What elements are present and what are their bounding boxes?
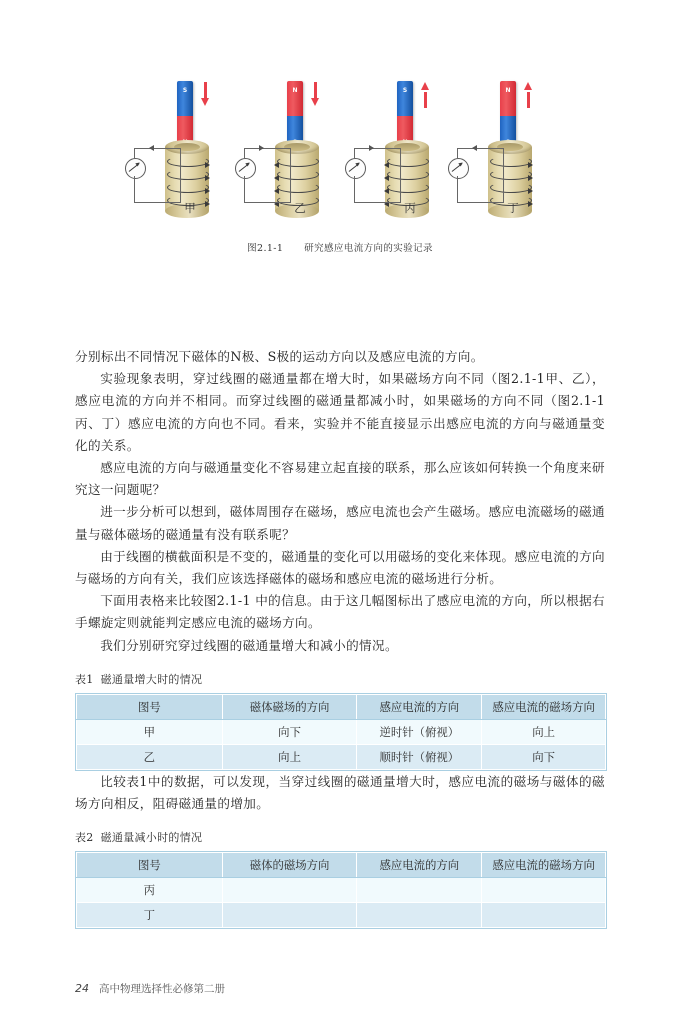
table2-header-cell: 感应电流的磁场方向 xyxy=(482,853,606,878)
table1-cell: 乙 xyxy=(77,744,223,769)
table1-title xyxy=(75,671,605,687)
experiment-ding xyxy=(448,78,578,228)
galvanometer xyxy=(235,158,256,179)
table2-cell-blank[interactable] xyxy=(482,878,606,903)
table-header-row xyxy=(77,694,606,719)
table2-cell-blank[interactable] xyxy=(357,903,482,928)
current-arrow-icon xyxy=(205,162,210,168)
current-arrow-icon xyxy=(205,188,210,194)
current-arrow-icon xyxy=(528,175,533,181)
table2-cell-blank[interactable] xyxy=(482,903,606,928)
table2-caption: 磁通量减小时的情况 xyxy=(100,831,203,845)
magnet-pole-top: N xyxy=(505,87,511,94)
table1-cell: 向上 xyxy=(222,744,357,769)
table1-header-cell: 图号 xyxy=(77,694,223,719)
experiment-label: 乙 xyxy=(294,201,306,215)
paragraph-4: 进一步分析可以想到，磁体周围存在磁场，感应电流也会产生磁场。感应电流磁场的磁通量与磁体磁场的磁通量有没有联系呢？ xyxy=(75,504,605,542)
galvanometer xyxy=(448,158,469,179)
figure-caption xyxy=(0,240,680,254)
figure-2-1-1 xyxy=(0,78,680,228)
wire-current-arrow-icon xyxy=(369,145,374,151)
table2-header-cell: 图号 xyxy=(77,853,223,878)
table-header-row xyxy=(77,853,606,878)
table1-cell: 甲 xyxy=(77,719,223,744)
table2-number: 表2 xyxy=(75,831,94,845)
table2-title xyxy=(75,829,605,845)
paragraph-2: 实验现象表明，穿过线圈的磁通量都在增大时，如果磁场方向不同（图2.1-1甲、乙），感应电流的方向并不相同。而穿过线圈的磁通量都减小时，如果磁场的方向不同（图2.1-1丙、丁）感应电流的方向也不同。看来，实验并不能直接显示出感应电流的方向与磁通量变化的关系。 xyxy=(75,371,605,453)
textbook-page xyxy=(0,78,680,1032)
table1-caption: 磁通量增大时的情况 xyxy=(100,672,203,686)
paragraph-5: 由于线圈的横截面积是不变的，磁通量的变化可以用磁场的变化来体现。感应电流的方向与磁场的方向有关，我们应该选择磁体的磁场和感应电流的磁场进行分析。 xyxy=(75,548,605,587)
table-flux-increase xyxy=(76,694,606,770)
paragraph-1: 分别标出不同情况下磁体的N极、S极的运动方向以及感应电流的方向。 xyxy=(75,349,484,364)
page-content xyxy=(75,346,605,929)
table-flux-decrease xyxy=(76,852,606,928)
table1-number: 表1 xyxy=(75,672,94,686)
table2-cell-blank[interactable] xyxy=(222,903,357,928)
motion-arrow-down-icon xyxy=(311,82,320,108)
wire-current-arrow-icon xyxy=(259,145,264,151)
figure-caption-number: 图2.1-1 xyxy=(247,243,284,254)
table2-cell-blank[interactable] xyxy=(222,878,357,903)
table1-cell: 向下 xyxy=(482,744,606,769)
paragraph-7: 我们分别研究穿过线圈的磁通量增大和减小的情况。 xyxy=(100,637,398,653)
current-arrow-icon xyxy=(528,162,533,168)
magnet-pole-top: N xyxy=(292,87,298,94)
galvanometer xyxy=(345,158,366,179)
galvanometer xyxy=(125,158,146,179)
experiment-label: 丙 xyxy=(404,201,416,215)
experiment-label: 甲 xyxy=(184,201,196,215)
table2-header-cell: 感应电流的方向 xyxy=(357,853,482,878)
table1-cell: 逆时针（俯视） xyxy=(357,719,482,744)
paragraph-6: 下面用表格来比较图2.1-1 中的信息。由于这几幅图标出了感应电流的方向，所以根据右手螺旋定则就能判定感应电流的磁场方向。 xyxy=(75,593,605,631)
experiment-label: 丁 xyxy=(507,201,519,215)
magnet-pole-top: S xyxy=(182,87,188,94)
table2-header-cell: 磁体的磁场方向 xyxy=(222,853,357,878)
page-number: 24 xyxy=(75,982,89,995)
table-row xyxy=(77,719,606,744)
page-footer xyxy=(75,981,225,996)
wire-current-arrow-icon xyxy=(472,145,477,151)
motion-arrow-down-icon xyxy=(201,82,210,108)
table2-cell: 丁 xyxy=(77,903,223,928)
figure-caption-text: 研究感应电流方向的实验记录 xyxy=(304,243,433,254)
motion-arrow-up-icon xyxy=(524,82,533,108)
table-row xyxy=(77,744,606,769)
paragraph-3: 感应电流的方向与磁通量变化不容易建立起直接的联系，那么应该如何转换一个角度来研究这一问题呢？ xyxy=(75,460,605,498)
table-row xyxy=(77,878,606,903)
table1-header-cell: 感应电流的方向 xyxy=(357,694,482,719)
current-arrow-icon xyxy=(528,188,533,194)
book-title: 高中物理选择性必修第二册 xyxy=(99,983,225,995)
wire-current-arrow-icon xyxy=(149,145,154,151)
table1-header-cell: 感应电流的磁场方向 xyxy=(482,694,606,719)
table1-header-cell: 磁体磁场的方向 xyxy=(222,694,357,719)
table-row xyxy=(77,903,606,928)
magnet-pole-top: S xyxy=(402,87,408,94)
current-arrow-icon xyxy=(205,175,210,181)
table1-cell: 向下 xyxy=(222,719,357,744)
table1-cell: 顺时针（俯视） xyxy=(357,744,482,769)
motion-arrow-up-icon xyxy=(421,82,430,108)
paragraph-8: 比较表1中的数据，可以发现，当穿过线圈的磁通量增大时，感应电流的磁场与磁体的磁场方向相反，阻碍磁通量的增加。 xyxy=(75,773,605,812)
table1-cell: 向上 xyxy=(482,719,606,744)
table2-cell-blank[interactable] xyxy=(357,878,482,903)
table2-cell: 丙 xyxy=(77,878,223,903)
